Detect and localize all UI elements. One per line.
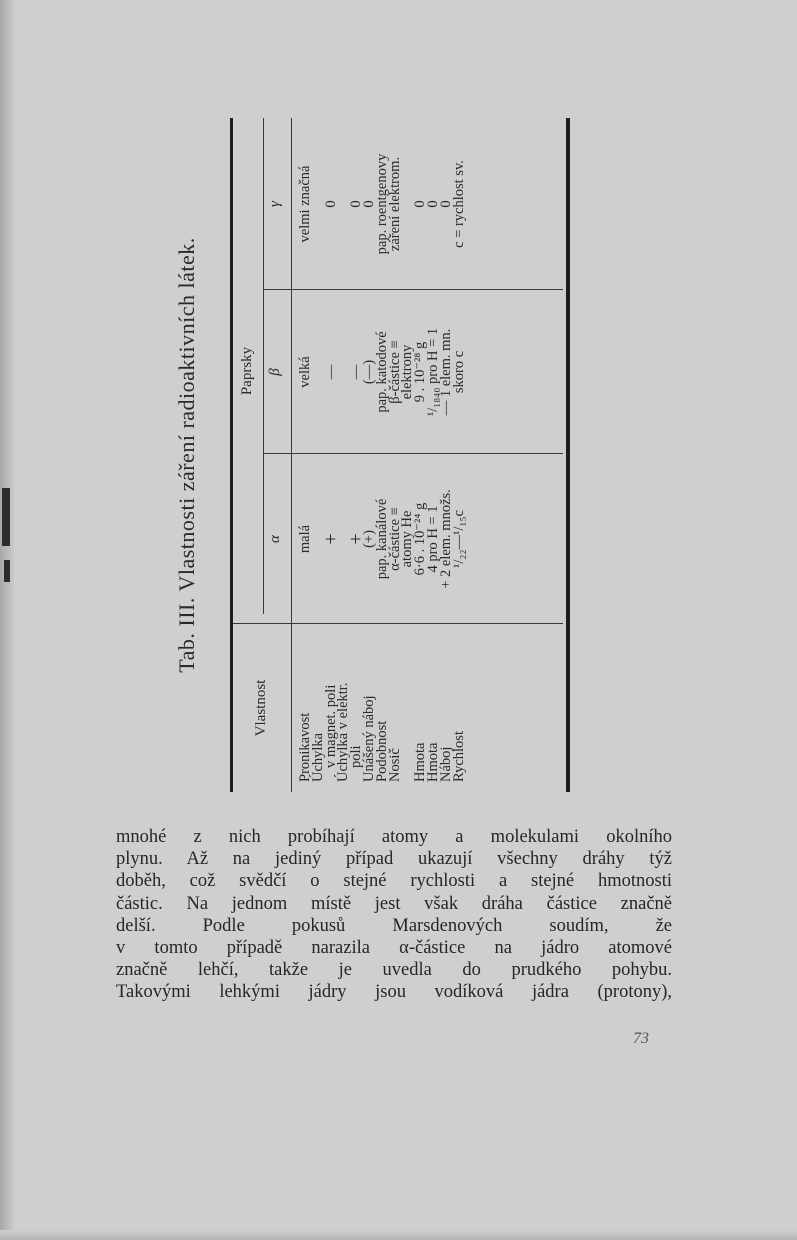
gamma-cell: velmi značná (297, 165, 313, 243)
text-line: doběh, což svědčí o stejné rychlosti a stejné hmotnosti (116, 871, 672, 892)
rotated-table-block (158, 118, 563, 792)
beta-cell: velká (297, 356, 313, 388)
beta-cell: pap. katodové (373, 331, 390, 413)
alpha-cell: malá (297, 524, 313, 554)
gamma-cell: c = rychlost sv. (450, 160, 467, 248)
property-cell: v magnet. poli (322, 684, 339, 768)
alpha-cell: pap. kanálové (373, 498, 390, 580)
alpha-cell: (+) (360, 530, 377, 548)
body-paragraph (116, 826, 672, 1004)
text-line: značně lehčí, takže je uvedla do prudkého pohybu. (116, 960, 672, 981)
header-beta: β (267, 368, 283, 376)
gamma-cell: 0 (360, 200, 377, 208)
beta-cell: — (348, 364, 365, 380)
table-header (233, 118, 291, 792)
gamma-cell: 0 (348, 200, 365, 208)
text-line: delší. Podle pokusů Marsdenových soudím, že (116, 915, 672, 936)
table-title: Tab. III. Vlastnosti záření radioaktivních látek. (174, 237, 199, 673)
beta-cell: 9 . 10⁻²⁸ g (412, 341, 429, 403)
beta-cell: elektrony (399, 344, 416, 400)
property-cell: Nosič (386, 748, 403, 782)
text-line: částic. Na jednom místě jest však dráha částice značně (116, 893, 672, 914)
column-beta (299, 290, 465, 454)
header-alpha: α (267, 535, 283, 543)
gamma-cell: 0 (424, 200, 441, 208)
binding-mark (2, 488, 10, 546)
header-paprsky: Paprsky (239, 346, 255, 396)
page-binding-edge (0, 0, 14, 1240)
property-cell: Hmota (412, 742, 429, 782)
beta-cell: — (322, 364, 339, 380)
beta-cell: (—) (360, 359, 377, 385)
alpha-cell: ¹/₂₂—¹/₁₅c (450, 510, 467, 568)
binding-mark (4, 560, 10, 582)
alpha-cell: + 2 elem. množs. (437, 489, 454, 589)
gamma-cell: 0 (437, 200, 454, 208)
header-rule-bottom (291, 118, 292, 792)
text-line: mnohé z nich probíhají atomy a molekulami okolního (116, 827, 672, 847)
text-line: Takovými lehkými jádry jsou vodíková jádra (protony), (116, 982, 672, 1003)
column-alpha (299, 454, 465, 624)
alpha-cell: atomy He (399, 510, 416, 568)
property-cell: poli (348, 745, 365, 768)
alpha-cell: 6·6 . 10⁻²⁴ g (412, 502, 429, 576)
beta-cell: — 1 elem. mn. (437, 328, 454, 416)
property-cell: Náboj (437, 746, 454, 782)
header-gamma: γ (267, 201, 283, 207)
property-cell: Úchylka v elektr. (335, 682, 352, 782)
property-cell: Rychlost (450, 731, 467, 782)
beta-cell: ¹/₁₈₄₀ pro H = 1 (424, 327, 441, 417)
header-vlastnost: Vlastnost (253, 679, 269, 737)
column-gamma (299, 118, 465, 290)
property-cell: Unášený náboj (360, 695, 377, 782)
alpha-cell: + (345, 533, 368, 545)
alpha-cell: + (319, 533, 342, 545)
beta-cell: β-částice ≡ (386, 340, 403, 404)
gamma-cell: pap. roentgenovy (373, 153, 390, 255)
gamma-cell: 0 (412, 200, 429, 208)
page-number: 73 (633, 1030, 649, 1047)
alpha-cell: 4 pro H = 1 (424, 505, 441, 573)
gamma-cell: záření elektrom. (386, 156, 403, 252)
property-cell: Pronikavost (297, 712, 313, 782)
text-line: plynu. Až na jediný případ ukazují všechny dráhy týž (116, 849, 672, 870)
property-cell: Hmota (424, 742, 441, 782)
beta-cell: skoro c (450, 350, 467, 394)
properties-table (230, 118, 570, 792)
page-bottom-edge (0, 1230, 797, 1240)
text-line: v tomto případě narazila α-částice na jádro atomové (116, 938, 672, 959)
property-cell: Úchylka (309, 732, 326, 782)
header-rule-top (263, 118, 264, 614)
column-properties (299, 627, 465, 782)
gamma-cell: 0 (322, 200, 339, 208)
alpha-cell: α-částice ≡ (386, 507, 403, 571)
property-cell: Podobnost (373, 720, 390, 782)
